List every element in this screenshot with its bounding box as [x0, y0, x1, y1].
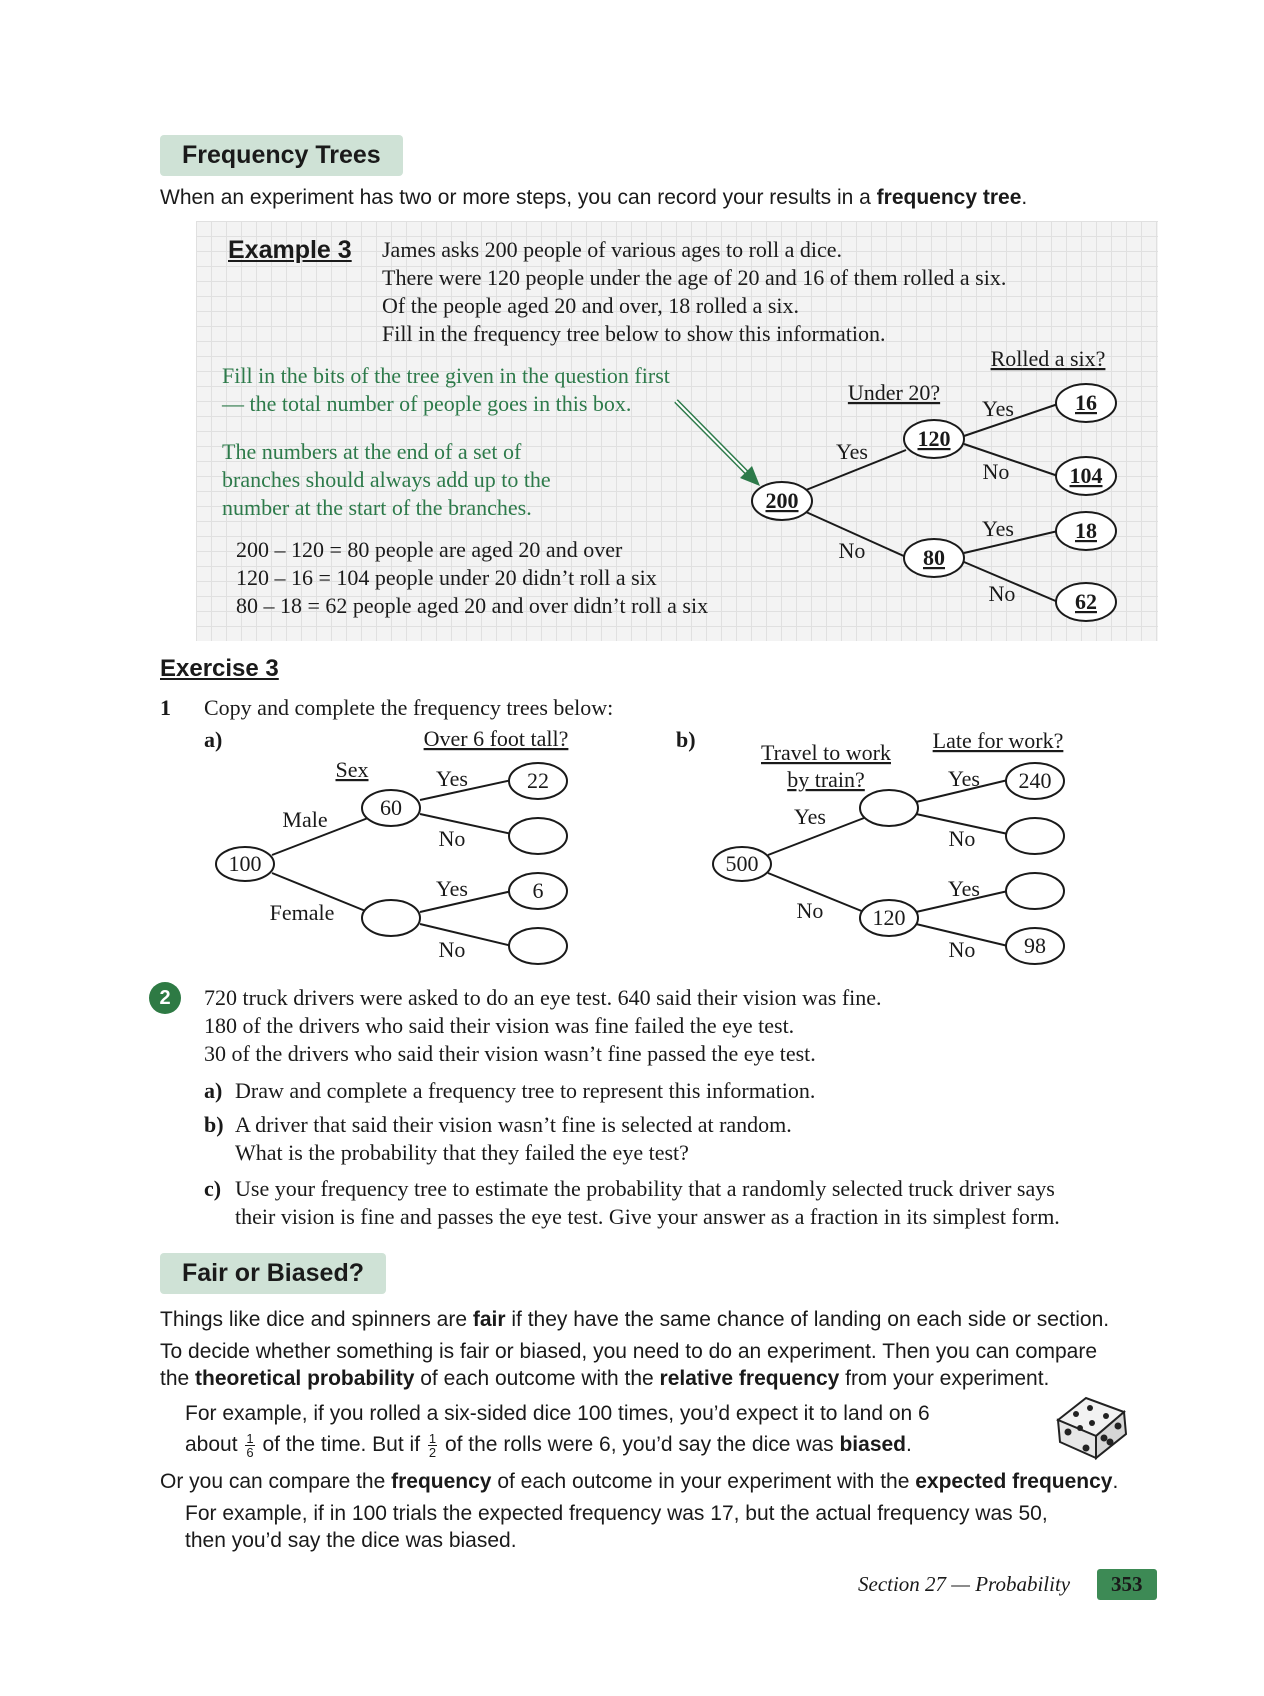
tree-b-branch-label: Yes [793, 804, 827, 829]
calc-line: 200 – 120 = 80 people are aged 20 and over [236, 537, 623, 562]
q2b-text [235, 1111, 792, 1167]
tree-root-value: 200 [765, 488, 799, 513]
tree-b-branch-label: Yes [947, 766, 981, 791]
q1b-label: b) [676, 727, 696, 752]
tree-a-branch-label: No [438, 826, 466, 851]
q2c-line: Use your frequency tree to estimate the probability that a randomly selected truck driver says [235, 1176, 1055, 1201]
branch-label: Yes [981, 516, 1015, 541]
calc-line: 80 – 18 = 62 people aged 20 and over didn’t roll a six [236, 593, 709, 618]
tree-a [216, 726, 568, 964]
q2b-line: A driver that said their vision wasn’t fine is selected at random. [235, 1112, 792, 1137]
tree-b-leaf-value: 98 [1024, 933, 1046, 958]
text-span: of each outcome in your experiment with the [491, 1470, 916, 1493]
tree-b-branch-label: No [948, 937, 976, 962]
tree-a-branch-label: Male [282, 807, 328, 832]
tree-leaf-value: 62 [1075, 589, 1097, 614]
q2c-text [235, 1175, 1060, 1231]
example-label: Example 3 [228, 236, 352, 264]
calc-line: 120 – 16 = 104 people under 20 didn’t roll a six [236, 565, 657, 590]
tip-line: branches should always add up to the [222, 467, 551, 492]
tree-node-value: 120 [917, 426, 951, 451]
tip-line: — the total number of people goes in this box. [222, 391, 632, 416]
text-span: the [160, 1367, 196, 1390]
text-line: then you’d say the dice was biased. [185, 1529, 517, 1552]
q2-number-badge: 2 [149, 982, 181, 1014]
frac-num: 1 [428, 1430, 437, 1446]
tree-a-node-value: 60 [380, 795, 402, 820]
text-line: To decide whether something is fair or biased, you need to do an experiment. Then you can compare [160, 1340, 1098, 1363]
q2-text [204, 984, 882, 1068]
section-title-fair-or-biased [160, 1253, 386, 1294]
tree-leaf-value: 18 [1075, 518, 1097, 543]
tree-a-branch-label: No [438, 937, 466, 962]
q2b-line: What is the probability that they failed the eye test? [235, 1140, 689, 1165]
tree-b-branch-label: Yes [947, 876, 981, 901]
tree-question-1: Under 20? [847, 380, 941, 405]
section-title-text: Fair or Biased? [182, 1259, 364, 1287]
tree-b-branch-label: No [948, 826, 976, 851]
example-line: Fill in the frequency tree below to show this information. [382, 321, 886, 346]
text-span: of each outcome with the [414, 1367, 660, 1390]
tree-question-2: Rolled a six? [990, 346, 1106, 371]
q1-num: 1 [160, 695, 171, 720]
tree-b-question-1: by train? [787, 767, 865, 792]
tree-leaf-value: 16 [1075, 390, 1097, 415]
tip-line: Fill in the bits of the tree given in the question first [222, 363, 670, 388]
tree-a-leaf-value: 6 [532, 878, 544, 903]
fair-paragraph-1 [160, 1306, 1109, 1333]
fair-paragraph-2 [160, 1338, 1097, 1392]
text-span: Things like dice and spinners are [160, 1308, 473, 1331]
text-span: of the rolls were 6, you’d say the dice was [439, 1433, 840, 1456]
frac-num: 1 [246, 1430, 254, 1446]
text-bold: frequency [391, 1470, 492, 1493]
branch-label: Yes [981, 396, 1015, 421]
text-span: if they have the same chance of landing on each side or section. [505, 1308, 1110, 1331]
fraction-one-half [428, 1432, 437, 1459]
fair-paragraph-4 [160, 1468, 1118, 1495]
page-number: 353 [1097, 1569, 1157, 1600]
example-line: James asks 200 people of various ages to roll a dice. [382, 237, 843, 262]
q2c-label: c) [204, 1176, 222, 1201]
q2b-label: b) [204, 1112, 224, 1137]
tree-b-question-2: Late for work? [932, 728, 1064, 753]
frac-den: 6 [246, 1444, 254, 1460]
text-span: Or you can compare the [160, 1470, 392, 1493]
tree-b-branch-label: No [796, 898, 824, 923]
q2a-label: a) [204, 1078, 223, 1103]
tree-b-leaf-value: 240 [1018, 768, 1052, 793]
fraction-one-sixth [245, 1432, 254, 1459]
tree-a-question-1: Sex [335, 757, 369, 782]
footer-section: Section 27 — Probability [858, 1572, 1071, 1596]
text-bold: biased [839, 1433, 907, 1456]
q2a-text: Draw and complete a frequency tree to represent this information. [235, 1078, 816, 1103]
tree-b [713, 728, 1064, 964]
text-line: For example, if in 100 trials the expected frequency was 17, but the actual frequency was 50, [185, 1502, 1048, 1525]
intro-post: . [1021, 186, 1028, 209]
frac-den: 2 [428, 1444, 437, 1460]
tree-leaf-value: 104 [1069, 463, 1103, 488]
example-line: Of the people aged 20 and over, 18 rolled a six. [382, 293, 799, 318]
branch-label: Yes [835, 439, 869, 464]
tree-b-node-value: 120 [872, 905, 906, 930]
q1a-label: a) [204, 727, 223, 752]
text-span: about [185, 1433, 244, 1456]
tree-b-question-1: Travel to work [761, 740, 891, 765]
q2c-line: their vision is fine and passes the eye test. Give your answer as a fraction in its simplest form. [235, 1204, 1060, 1229]
q2-line: 180 of the drivers who said their vision was fine failed the eye test. [204, 1013, 795, 1038]
exercise-title: Exercise 3 [160, 655, 279, 682]
text-bold: theoretical probability [195, 1367, 415, 1390]
tree-a-root-value: 100 [228, 851, 262, 876]
text-span: from your experiment. [839, 1367, 1050, 1390]
branch-label: No [988, 581, 1016, 606]
tip-line: number at the start of the branches. [222, 495, 532, 520]
tree-a-branch-label: Female [269, 900, 335, 925]
text-bold: expected frequency [915, 1470, 1113, 1493]
q2-line: 30 of the drivers who said their vision wasn’t fine passed the eye test. [204, 1041, 816, 1066]
q2-line: 720 truck drivers were asked to do an eye test. 640 said their vision was fine. [204, 985, 882, 1010]
tree-b-root-value: 500 [725, 851, 759, 876]
text-span: . [1112, 1470, 1119, 1493]
tree-a-question-2: Over 6 foot tall? [423, 726, 569, 751]
intro-pre: When an experiment has two or more steps, you can record your results in a [160, 186, 877, 209]
section-title-text: Frequency Trees [182, 141, 381, 169]
text-bold: fair [472, 1308, 506, 1331]
tree-a-branch-label: Yes [435, 876, 469, 901]
fair-paragraph-3 [185, 1398, 930, 1460]
text-bold: relative frequency [659, 1367, 840, 1390]
q1-text: Copy and complete the frequency trees below: [204, 695, 614, 720]
tip-line: The numbers at the end of a set of [222, 439, 522, 464]
branch-label: No [982, 459, 1010, 484]
branch-label: No [838, 538, 866, 563]
tree-a-leaf-value: 22 [527, 768, 549, 793]
intro-bold: frequency tree [876, 186, 1022, 209]
tree-node-value: 80 [923, 545, 945, 570]
example-line: There were 120 people under the age of 20 and 16 of them rolled a six. [382, 265, 1007, 290]
text-span: . [906, 1433, 912, 1456]
tree-a-branch-label: Yes [435, 766, 469, 791]
text-line: For example, if you rolled a six-sided dice 100 times, you’d expect it to land on 6 [185, 1402, 930, 1425]
text-span: of the time. But if [256, 1433, 426, 1456]
fair-paragraph-5 [185, 1500, 1048, 1554]
dice-icon [1052, 1390, 1132, 1462]
